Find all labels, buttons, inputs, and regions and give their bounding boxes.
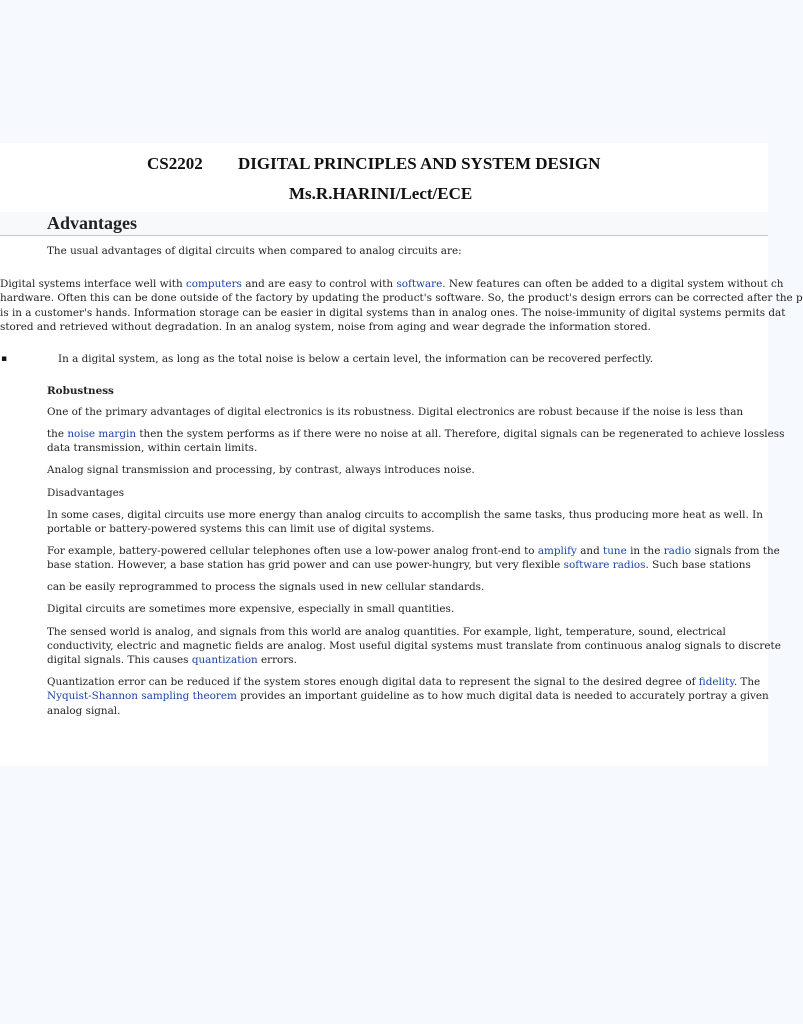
- bullet-marker: ▪: [1, 354, 8, 364]
- section-heading: Advantages: [47, 213, 138, 233]
- para1-line4: stored and retrieved without degradation. In an analog system, noise from aging and wear degrade the information stored.: [0, 321, 651, 333]
- link-noise-margin[interactable]: noise margin: [67, 428, 137, 440]
- disadv-p1-line2: portable or battery-powered systems this can limit use of digital systems.: [47, 523, 435, 535]
- course-title: DIGITAL PRINCIPLES AND SYSTEM DESIGN: [238, 154, 601, 173]
- disadv-p6-line3: analog signal.: [47, 705, 121, 717]
- link-radio[interactable]: radio: [663, 545, 692, 557]
- disadv-p3: can be easily reprogrammed to process the signals used in new cellular standards.: [47, 581, 485, 593]
- link-nyquist-shannon[interactable]: Nyquist-Shannon sampling theorem: [47, 690, 237, 702]
- disadv-p4: Digital circuits are sometimes more expensive, especially in small quantities.: [47, 603, 455, 615]
- document-page: [0, 143, 803, 766]
- robustness-line3: data transmission, within certain limits.: [47, 442, 258, 454]
- link-computers[interactable]: computers: [185, 278, 242, 290]
- link-quantization[interactable]: quantization: [191, 654, 258, 666]
- disadv-p6-line1: Quantization error can be reduced if the system stores enough digital data to represent the signal to the desired degree of fidelity. The: [47, 676, 761, 688]
- disadv-p5-line1: The sensed world is analog, and signals from this world are analog quantities. For example, light, temperature, sound, electrical: [47, 626, 726, 638]
- para1-line3: is in a customer's hands. Information storage can be easier in digital systems than in analog ones. The noise-immunity of digital systems permits dat: [0, 307, 786, 319]
- robustness-line2: the noise margin then the system performs as if there were no noise at all. Therefore, digital signals can be regenerated to achieve lossless: [47, 428, 785, 440]
- link-amplify[interactable]: amplify: [537, 545, 577, 557]
- para1-line1: Digital systems interface well with computers and are easy to control with software. New features can often be added to a digital system without ch: [0, 278, 784, 290]
- disadv-p1-line1: In some cases, digital circuits use more energy than analog circuits to accomplish the same tasks, thus producing more heat as well. In: [47, 509, 763, 521]
- robustness-line4: Analog signal transmission and processing, by contrast, always introduces noise.: [47, 464, 475, 476]
- link-fidelity[interactable]: fidelity: [698, 676, 734, 688]
- para1-line2: hardware. Often this can be done outside of the factory by updating the product's software. So, the product's design errors can be corrected after the p: [0, 292, 803, 304]
- robustness-line1: One of the primary advantages of digital electronics is its robustness. Digital electronics are robust because if the noise is less than: [47, 406, 744, 418]
- disadv-p2-line1: For example, battery-powered cellular telephones often use a low-power analog front-end to amplify and tune in the radio signals from the: [47, 545, 780, 557]
- disadv-p2-line2: base station. However, a base station has grid power and can use power-hungry, but very flexible software radios. Such base stations: [47, 559, 751, 571]
- robustness-heading: Robustness: [47, 385, 114, 397]
- disadv-p5-line2: conductivity, electric and magnetic fields are analog. Most useful digital systems must translate from continuous analog signals to discrete: [47, 640, 781, 652]
- disadv-p5-line3: digital signals. This causes quantization errors.: [47, 654, 297, 666]
- heading-divider: [0, 235, 768, 236]
- author-line: Ms.R.HARINI/Lect/ECE: [289, 184, 473, 203]
- link-tune[interactable]: tune: [603, 545, 627, 557]
- bullet-text: In a digital system, as long as the total noise is below a certain level, the information can be recovered perfectly.: [58, 353, 654, 365]
- intro-text: The usual advantages of digital circuits when compared to analog circuits are:: [47, 245, 462, 257]
- disadvantages-heading: Disadvantages: [47, 487, 125, 499]
- link-software[interactable]: software: [396, 278, 443, 290]
- course-code: CS2202: [147, 154, 203, 173]
- link-software-radios[interactable]: software radios: [563, 559, 646, 571]
- disadv-p6-line2: Nyquist-Shannon sampling theorem provides an important guideline as to how much digital data is needed to accurately portray a given: [47, 690, 769, 702]
